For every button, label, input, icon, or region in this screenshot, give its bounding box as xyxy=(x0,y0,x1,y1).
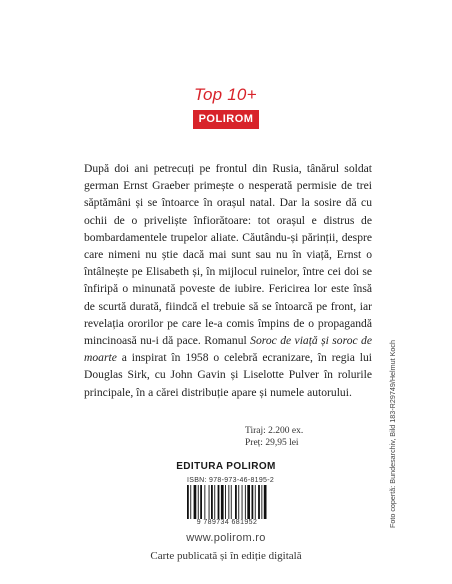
barcode-number: 9 789734 681952 xyxy=(196,519,258,526)
blurb-paragraph xyxy=(84,160,372,401)
digital-edition-note: Carte publicată și în ediție digitală xyxy=(150,550,302,562)
blurb-text-before: După doi ani petrecuți pe frontul din Rusia, tânărul soldat german Ernst Graeber primește o nesperată permisie de trei săptămâni și se întoarce în orașul natal. Dar la sosire dă cu ochii de o priveliște înfiorătoare: tot orașul e distrus de bombardamentele trupelor aliate. Căutându-și părinții, despre care nimeni nu știe dacă mai sunt sau nu în viață, Ernst o întâlnește pe Elisabeth și, în mijlocul ruinelor, între cei doi se înfiripă o minunată poveste de iubire. Fericirea lor este însă de scurtă durată, fiindcă el trebuie să se întoarcă pe front, iar revelația ororilor pe care le-a comis împins de o propagandă mincinoasă nu-i dă pace. Romanul xyxy=(84,162,372,348)
print-info xyxy=(245,425,303,449)
publisher-name: EDITURA POLIROM xyxy=(176,461,276,472)
website-link[interactable]: www.polirom.ro xyxy=(186,532,266,544)
top-10-logo-text: Top 10+ xyxy=(194,85,257,104)
photo-credit: Foto copertă: Bundesarchiv, Bild 183-R29749/Helmut Koch xyxy=(388,340,397,529)
novel-title: Soroc de viață și soroc de moarte xyxy=(84,334,372,365)
blurb-text-after: a inspirat în 1958 o celebră ecranizare, în regia lui Douglas Sirk, cu John Gavin și Liselotte Pulver în rolurile principale, în a cărei distribuție apare și numele autorului. xyxy=(84,351,372,399)
print-run: Tiraj: 2.200 ex. xyxy=(245,426,304,436)
barcode-icon xyxy=(187,485,267,519)
isbn-label: ISBN: 978-973-46-8195-2 xyxy=(187,477,275,484)
book-blurb xyxy=(84,160,372,401)
book-price: Preț: 29,95 lei xyxy=(245,438,299,448)
polirom-logo: POLIROM xyxy=(193,110,259,129)
